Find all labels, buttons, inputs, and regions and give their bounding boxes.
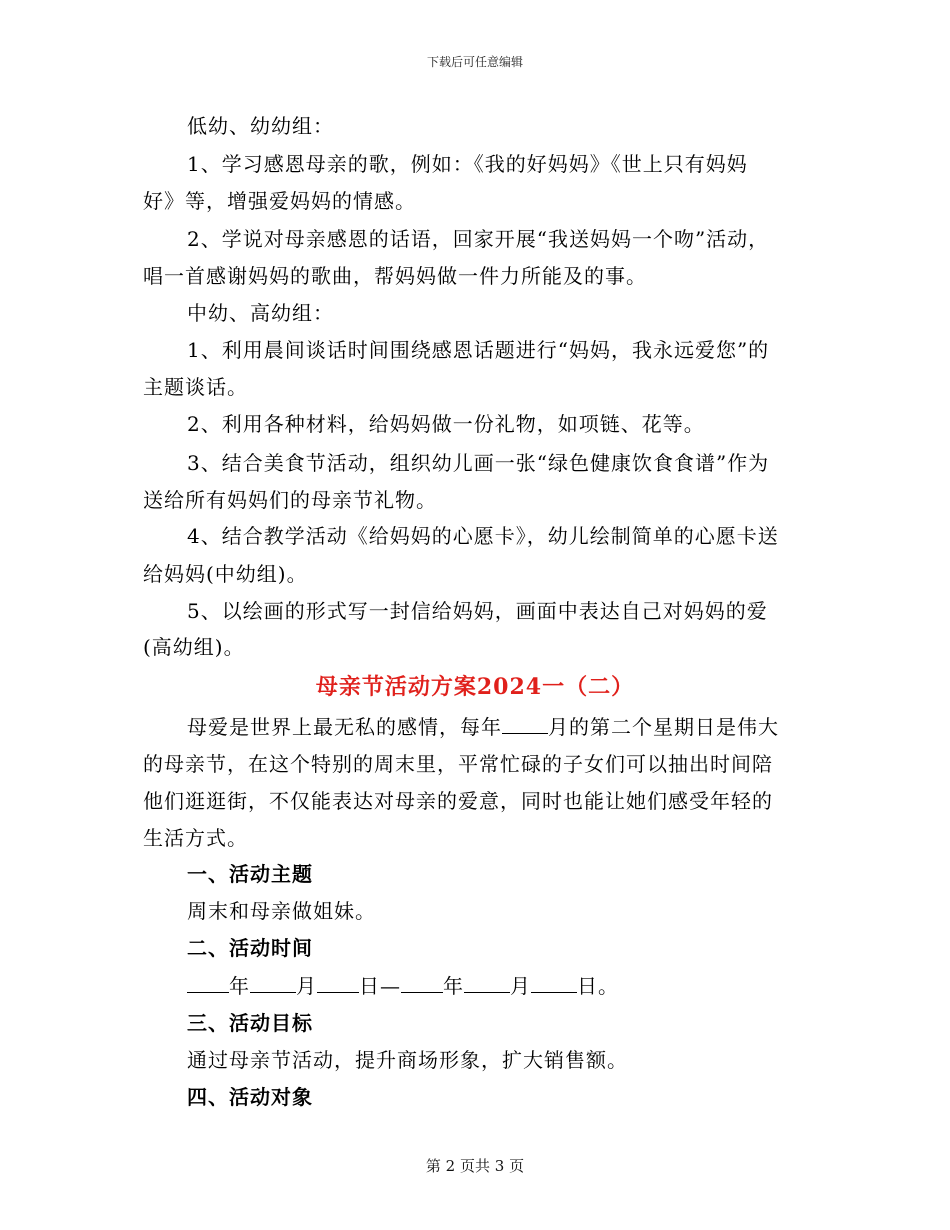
date-unit: 年: [229, 974, 250, 998]
heading-activity-theme: 一、活动主题: [187, 862, 313, 886]
blank-underline: [502, 715, 548, 734]
intro-line: 的母亲节，在这个特别的周末里，平常忙碌的子女们可以抽出时间陪: [143, 752, 773, 776]
paragraph-line: (高幼组)。: [143, 635, 245, 659]
page-footer: 第 2 页共 3 页: [425, 1157, 525, 1175]
blank-underline: [401, 974, 443, 993]
date-unit: 月: [296, 974, 317, 998]
paragraph-line: 中幼、高幼组：: [187, 301, 334, 325]
section-title: 母亲节活动方案2024一（二）: [315, 674, 635, 700]
paragraph-line: 1、学习感恩母亲的歌，例如：《我的好妈妈》《世上只有妈妈: [187, 152, 748, 176]
blank-underline: [317, 974, 359, 993]
date-unit: 年: [443, 974, 464, 998]
intro-line: [187, 715, 779, 739]
blank-underline: [250, 974, 296, 993]
paragraph-line: 4、结合教学活动《给妈妈的心愿卡》，幼儿绘制简单的心愿卡送: [187, 524, 779, 548]
intro-line: 生活方式。: [143, 826, 248, 850]
blank-underline: [531, 974, 577, 993]
page-header: 下载后可任意编辑: [426, 55, 523, 69]
paragraph-line: 2、学说对母亲感恩的话语，回家开展“我送妈妈一个吻”活动，: [187, 227, 770, 251]
paragraph-line: 3、结合美食节活动，组织幼儿画一张“绿色健康饮食食谱”作为: [187, 451, 770, 475]
heading-activity-target: 四、活动对象: [187, 1085, 313, 1109]
paragraph-line: 唱一首感谢妈妈的歌曲，帮妈妈做一件力所能及的事。: [143, 264, 647, 288]
blank-underline: [464, 974, 510, 993]
blank-underline: [187, 974, 229, 993]
paragraph-line: 5、以绘画的形式写一封信给妈妈，画面中表达自己对妈妈的爱: [187, 599, 768, 623]
intro-text: 母爱是世界上最无私的感情，每年: [187, 715, 502, 739]
heading-activity-goal: 三、活动目标: [187, 1011, 313, 1035]
activity-theme-text: 周末和母亲做姐妹。: [187, 899, 376, 923]
paragraph-line: 1、利用晨间谈话时间围绕感恩话题进行“妈妈，我永远爱您”的: [187, 338, 770, 362]
paragraph-line: 送给所有妈妈们的母亲节礼物。: [143, 488, 437, 512]
paragraph-line: 主题谈话。: [143, 375, 248, 399]
date-unit: 月: [510, 974, 531, 998]
activity-goal-text: 通过母亲节活动，提升商场形象，扩大销售额。: [187, 1048, 628, 1072]
intro-line: 他们逛逛街，不仅能表达对母亲的爱意，同时也能让她们感受年轻的: [143, 789, 773, 813]
paragraph-line: 好》等，增强爱妈妈的情感。: [143, 189, 416, 213]
activity-date-range: [187, 974, 619, 998]
date-unit: 日—: [359, 974, 401, 998]
paragraph-line: 给妈妈(中幼组)。: [143, 562, 308, 586]
heading-activity-time: 二、活动时间: [187, 936, 313, 960]
paragraph-line: 低幼、幼幼组：: [187, 114, 334, 138]
date-unit: 日。: [577, 974, 619, 998]
paragraph-line: 2、利用各种材料，给妈妈做一份礼物，如项链、花等。: [187, 412, 705, 436]
intro-text: 月的第二个星期日是伟大: [548, 715, 779, 739]
